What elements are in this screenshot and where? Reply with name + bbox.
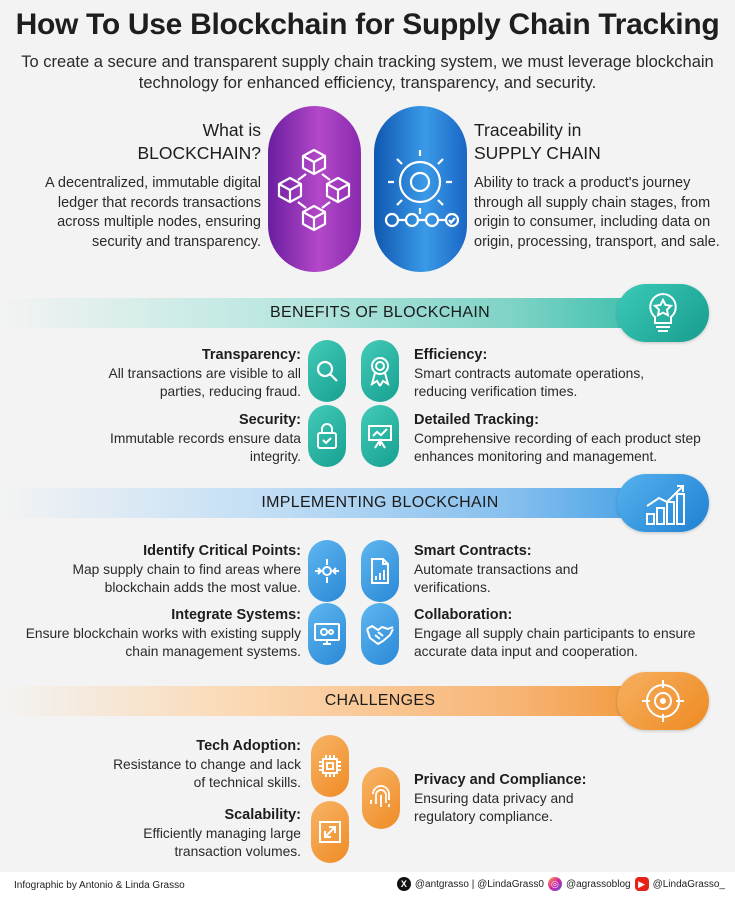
security-body: Immutable records ensure data integrity.	[110, 431, 301, 464]
tech-adoption-title: Tech Adoption:	[196, 738, 301, 754]
traceability-pill	[374, 106, 467, 272]
gear-checkpoints-icon	[374, 106, 467, 272]
magnifier-icon	[314, 358, 340, 384]
page-title: How To Use Blockchain for Supply Chain Tracking	[15, 8, 720, 41]
expand-arrows-icon	[317, 819, 343, 845]
blockchain-heading-line2: BLOCKCHAIN?	[137, 143, 261, 163]
blockchain-heading	[137, 119, 261, 165]
privacy-badge	[362, 767, 400, 829]
smart-contracts-body: Automate transactions and verifications.	[414, 562, 579, 595]
collaboration-body: Engage all supply chain participants to ensure accurate data input and cooperation.	[414, 626, 696, 659]
lock-shield-icon	[314, 421, 340, 451]
lightbulb-star-icon	[617, 284, 709, 342]
footer-credit: Infographic by Antonio & Linda Grasso	[14, 880, 185, 891]
award-ribbon-icon	[367, 355, 393, 387]
blockchain-pill	[268, 106, 361, 272]
scalability-body: Efficiently managing large transaction volumes.	[143, 826, 301, 859]
transparency-title: Transparency:	[201, 347, 301, 363]
instagram-icon[interactable]: ◎	[548, 877, 562, 891]
contract-document-icon	[367, 556, 393, 586]
chip-icon	[316, 752, 344, 780]
growth-chart-icon	[617, 474, 709, 532]
transparency-badge	[308, 340, 346, 402]
page-subtitle: To create a secure and transparent supply chain tracking system, we must leverage blockchain technology for enhanced efficiency, transparency, and security.	[21, 53, 714, 92]
handshake-icon	[365, 621, 395, 647]
footer-socials	[397, 877, 725, 891]
blockchain-description: A decentralized, immutable digital ledger that records transactions across multiple nodes, ensuring security and transparency.	[44, 175, 261, 250]
monitor-gears-icon	[313, 620, 341, 648]
benefits-capsule	[617, 284, 709, 342]
tracking-body: Comprehensive recording of each product step enhances monitoring and management.	[414, 431, 701, 464]
collaboration-title: Collaboration:	[414, 607, 513, 623]
integrate-systems-title: Integrate Systems:	[171, 607, 301, 623]
tracking-badge	[361, 405, 399, 467]
efficiency-body: Smart contracts automate operations, reducing verification times.	[414, 366, 645, 399]
privacy-title: Privacy and Compliance:	[414, 772, 587, 788]
tech-adoption-badge	[311, 735, 349, 797]
traceability-heading-line2: SUPPLY CHAIN	[474, 143, 601, 163]
youtube-icon[interactable]: ▶	[635, 877, 649, 891]
presentation-board-icon	[366, 422, 394, 450]
tech-adoption-body: Resistance to change and lack of technical skills.	[113, 757, 301, 790]
tracking-title: Detailed Tracking:	[414, 412, 539, 428]
traceability-description: Ability to track a product's journey through all supply chain stages, from origin to consumer, including data on origin, processing, transport, and sale.	[474, 175, 720, 250]
benefits-title: BENEFITS OF BLOCKCHAIN	[270, 304, 490, 321]
transparency-body: All transactions are visible to all parties, reducing fraud.	[108, 366, 301, 399]
collaboration-badge	[361, 603, 399, 665]
target-arrows-icon	[313, 557, 341, 585]
x-logo-icon[interactable]: X	[397, 877, 411, 891]
smart-contracts-title: Smart Contracts:	[414, 543, 532, 559]
scalability-title: Scalability:	[224, 807, 301, 823]
x-handle[interactable]: @antgrasso | @LindaGrass0	[414, 878, 544, 890]
critical-points-body: Map supply chain to find areas where blockchain adds the most value.	[72, 562, 301, 595]
efficiency-badge	[361, 340, 399, 402]
blocks-network-icon	[268, 106, 361, 272]
traceability-heading	[474, 119, 601, 165]
implementing-capsule	[617, 474, 709, 532]
smart-contracts-badge	[361, 540, 399, 602]
crosshair-target-icon	[617, 672, 709, 730]
critical-points-title: Identify Critical Points:	[143, 543, 301, 559]
security-title: Security:	[238, 412, 301, 428]
blockchain-heading-line1: What is	[202, 120, 261, 140]
challenges-capsule	[617, 672, 709, 730]
efficiency-title: Efficiency:	[414, 347, 488, 363]
integrate-systems-badge	[308, 603, 346, 665]
scalability-badge	[311, 801, 349, 863]
integrate-systems-body: Ensure blockchain works with existing supply chain management systems.	[25, 626, 301, 659]
traceability-heading-line1: Traceability in	[474, 120, 582, 140]
challenges-title: CHALLENGES	[324, 692, 436, 709]
critical-points-badge	[308, 540, 346, 602]
fingerprint-icon	[368, 784, 394, 812]
youtube-handle[interactable]: @LindaGrasso_	[652, 878, 725, 890]
privacy-body: Ensuring data privacy and regulatory compliance.	[414, 791, 574, 824]
instagram-handle[interactable]: @agrassoblog	[565, 878, 631, 890]
security-badge	[308, 405, 346, 467]
implementing-title: IMPLEMENTING BLOCKCHAIN	[261, 494, 499, 511]
